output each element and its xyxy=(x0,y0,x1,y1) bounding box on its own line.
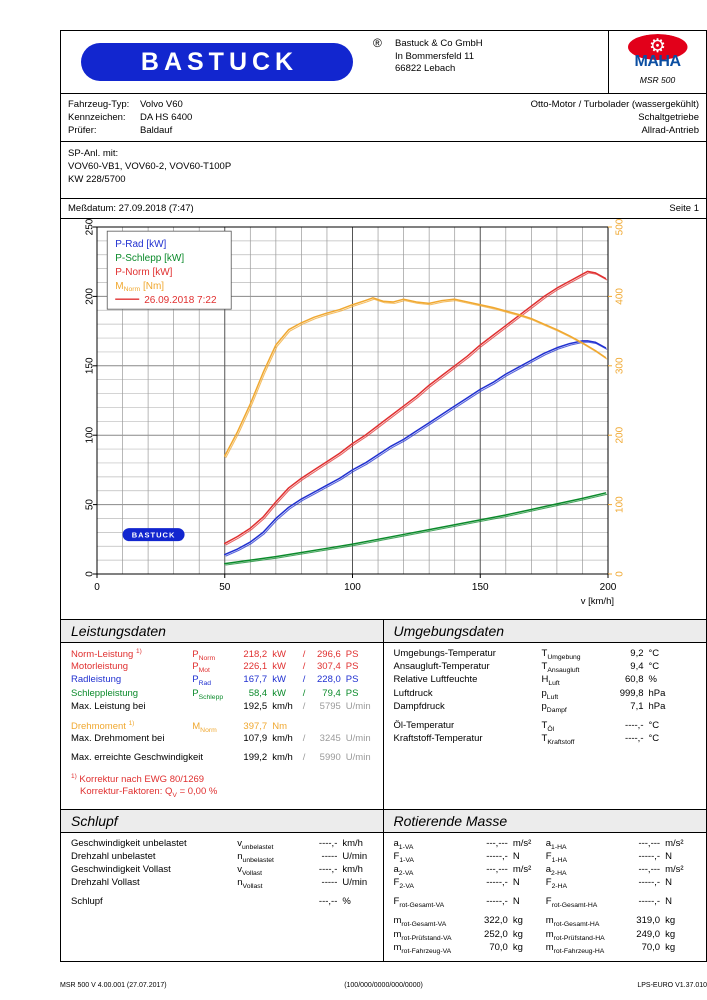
row-value: ----,- xyxy=(625,733,644,745)
axis-label-x: 150 xyxy=(471,582,489,593)
row-unit: % xyxy=(648,674,657,686)
row-symbol: $P_{Norm}$ xyxy=(192,649,216,663)
report-footer xyxy=(60,982,707,989)
watermark-text: BASTUCK xyxy=(131,530,176,540)
row-value: ---,--- xyxy=(638,837,661,849)
row-value-kw: 218,2 xyxy=(243,649,268,661)
axis-label-right: 200 xyxy=(614,426,626,444)
row-value: 7,1 xyxy=(630,700,644,712)
row-label: Drehzahl Vollast xyxy=(71,877,140,889)
report-sheet xyxy=(60,30,707,962)
axis-label-left: 50 xyxy=(84,499,96,511)
row-value: 322,0 xyxy=(484,915,508,927)
row-label: Kraftstoff-Temperatur xyxy=(393,733,483,745)
device-model-label: MSR 500 xyxy=(639,75,676,85)
row-unit: N xyxy=(512,896,520,908)
row-separator: / xyxy=(302,733,306,745)
row-unit-ps: PS xyxy=(345,661,359,673)
row-symbol: $p_{Luft}$ xyxy=(541,687,559,701)
environment-row xyxy=(394,720,699,733)
performance-row-vmax xyxy=(71,752,375,765)
rotating-mass-rear-axle xyxy=(546,838,698,956)
axis-label-x: 100 xyxy=(344,582,361,593)
row-unit: Nm xyxy=(272,721,287,733)
rotating-mass-row xyxy=(546,851,698,864)
data-panels-lower xyxy=(61,810,706,962)
row-symbol: $M_{Norm}$ xyxy=(192,721,217,734)
rotating-mass-row xyxy=(394,929,546,942)
row-symbol: $T_{Ansaugluft}$ xyxy=(541,661,580,675)
legend-label: 26.09.2018 7:22 xyxy=(144,295,217,307)
performance-row xyxy=(71,674,375,687)
series-line xyxy=(225,493,606,564)
row-value-kw: 58,4 xyxy=(248,687,268,699)
row-symbol: $F_{2-VA}$ xyxy=(393,877,414,890)
row-value: 70,0 xyxy=(489,941,508,953)
legend-label: P-Rad [kW] xyxy=(115,239,167,251)
row-symbol: $T_{Kraftstoff}$ xyxy=(541,733,575,747)
axis-label-x: 200 xyxy=(599,582,617,593)
row-unit-ps: PS xyxy=(345,649,359,661)
row-label: Radleistung xyxy=(71,674,122,686)
vehicle-plate-label: Kennzeichen: xyxy=(68,112,126,123)
row-value: 9,4 xyxy=(630,661,644,673)
row-symbol: $F_{2-HA}$ xyxy=(545,877,568,890)
correction-line-2: Korrektur-Faktoren: $Q_V = 0,00$ % xyxy=(80,786,218,800)
row-unit: N xyxy=(665,850,672,862)
row-value: 249,0 xyxy=(636,928,661,940)
registered-mark-slot xyxy=(373,31,395,93)
rotating-mass-row xyxy=(546,929,698,942)
row-value-rpm: 5990 xyxy=(319,752,341,764)
legend-label: $M_{Norm}$ [Nm] xyxy=(115,281,165,294)
environment-panel xyxy=(384,620,707,809)
row-value: 107,9 xyxy=(243,733,268,745)
axis-label-left: 150 xyxy=(84,357,96,375)
row-unit: N xyxy=(512,850,520,862)
environment-row xyxy=(394,688,699,701)
rotating-mass-row xyxy=(546,896,698,909)
slip-row xyxy=(71,877,375,890)
axis-label-x: 0 xyxy=(94,582,100,593)
row-label: Drehzahl unbelastet xyxy=(71,850,156,862)
measurement-date: Meßdatum: 27.09.2018 (7:47) xyxy=(68,203,194,214)
row-value: -----,- xyxy=(486,850,508,862)
slip-title: Schlupf xyxy=(61,810,383,833)
page-number: Seite 1 xyxy=(669,203,699,214)
axis-label-right: 400 xyxy=(614,288,626,305)
row-separator: / xyxy=(302,649,306,661)
company-city: 66822 Lebach xyxy=(395,63,456,74)
row-value-rpm: 3245 xyxy=(319,733,341,745)
equipment-title: SP-Anl. mit: xyxy=(68,148,119,159)
rotating-mass-row xyxy=(394,942,546,955)
row-unit: U/min xyxy=(342,850,368,862)
gearbox-value: Schaltgetriebe xyxy=(638,112,699,123)
row-unit: N xyxy=(665,877,672,889)
row-value: ----,- xyxy=(318,863,338,875)
row-label: Luftdruck xyxy=(393,687,433,699)
environment-title: Umgebungsdaten xyxy=(384,620,707,643)
axis-label-right: 300 xyxy=(614,357,626,375)
vehicle-tester-row xyxy=(68,124,699,137)
row-label: Schleppleistung xyxy=(71,687,139,699)
rotating-mass-row xyxy=(546,864,698,877)
row-value: 252,0 xyxy=(484,928,508,940)
row-symbol: $F_{1-HA}$ xyxy=(545,850,568,864)
row-unit: N xyxy=(512,877,520,889)
rotating-mass-row xyxy=(394,851,546,864)
footer-center: (100/000/0000/000/0000) xyxy=(344,982,423,989)
row-value: -----,- xyxy=(638,896,661,908)
company-address xyxy=(395,31,608,93)
row-value: 199,2 xyxy=(243,752,268,764)
row-unit-rpm: U/min xyxy=(345,752,371,764)
row-unit: km/h xyxy=(272,733,293,745)
row-unit-kw: km/h xyxy=(272,700,293,712)
row-symbol: $F_{rot-Gesamt-HA}$ xyxy=(545,896,598,910)
measurement-row xyxy=(61,199,706,219)
row-value: ----,- xyxy=(318,837,338,849)
correction-line-1: $^{1)}$ Korrektur nach EWG 80/1269 xyxy=(71,772,205,785)
row-value-ps: 228,0 xyxy=(317,674,341,686)
row-label: Geschwindigkeit Vollast xyxy=(71,863,171,875)
maha-logo-text: MAHA xyxy=(634,53,681,70)
maha-logo-icon xyxy=(621,34,695,74)
rotating-mass-row xyxy=(546,838,698,851)
row-value: -----,- xyxy=(638,850,661,862)
dyno-chart-svg xyxy=(61,219,706,618)
gear-icon: ⚙ xyxy=(648,36,667,57)
row-label: Relative Luftfeuchte xyxy=(393,674,478,686)
row-value: -----,- xyxy=(486,877,508,889)
row-value: 319,0 xyxy=(636,915,661,927)
row-unit: °C xyxy=(648,648,660,659)
registered-mark-icon: ® xyxy=(373,36,382,50)
row-unit: kg xyxy=(512,928,523,940)
data-panels-upper xyxy=(61,620,706,810)
axis-label-left: 100 xyxy=(84,426,96,444)
chart-watermark xyxy=(123,528,185,541)
row-separator: / xyxy=(302,674,306,686)
row-symbol: $a_{2-VA}$ xyxy=(393,863,414,877)
row-label: Max. Drehmoment bei xyxy=(71,733,165,745)
row-label: Drehmoment $^{1)}$ xyxy=(71,719,135,733)
performance-body xyxy=(61,643,383,809)
performance-row xyxy=(71,701,375,714)
performance-row xyxy=(71,688,375,701)
correction-note xyxy=(71,766,375,803)
row-unit: °C xyxy=(648,719,660,731)
row-label: Max. erreichte Geschwindigkeit xyxy=(71,752,203,764)
drive-value: Allrad-Antrieb xyxy=(641,125,699,136)
row-symbol: $m_{rot-Prüfstand-HA}$ xyxy=(545,928,605,942)
row-separator: / xyxy=(302,700,306,712)
performance-row xyxy=(71,661,375,674)
row-separator: / xyxy=(302,661,306,673)
row-unit-ps: U/min xyxy=(345,700,371,712)
slip-row xyxy=(71,864,375,877)
company-name: Bastuck & Co GmbH xyxy=(395,38,483,49)
row-label: Norm-Leistung $^{1)}$ xyxy=(71,648,142,661)
row-unit: °C xyxy=(648,661,660,673)
environment-row xyxy=(394,661,699,674)
row-value-ps: 5795 xyxy=(319,700,341,712)
row-unit: kg xyxy=(512,915,523,927)
row-unit: % xyxy=(342,896,351,908)
equipment-parts: VOV60-VB1, VOV60-2, VOV60-T100P xyxy=(68,161,232,172)
row-label: Ansaugluft-Temperatur xyxy=(393,661,490,673)
slip-body xyxy=(61,833,383,916)
company-street: In Bommersfeld 11 xyxy=(395,50,475,62)
vehicle-plate-value: DA HS 6400 xyxy=(140,112,193,123)
equipment-power: KW 228/5700 xyxy=(68,174,126,185)
row-unit: U/min xyxy=(342,877,368,889)
row-symbol: $H_{Luft}$ xyxy=(541,674,560,688)
row-unit: m/s² xyxy=(512,863,532,875)
row-value-kw: 167,7 xyxy=(243,674,268,686)
rotating-mass-row xyxy=(546,877,698,890)
row-unit-ps: PS xyxy=(345,674,359,686)
row-symbol: $n_{Vollast}$ xyxy=(237,877,263,890)
tester-value: Baldauf xyxy=(140,125,173,136)
axis-label-right: 0 xyxy=(614,571,626,577)
row-value: ---,--- xyxy=(486,837,508,849)
row-symbol: $P_{Mot}$ xyxy=(192,661,210,675)
axis-label-left: 200 xyxy=(84,288,96,305)
row-value: 9,2 xyxy=(630,648,644,659)
row-symbol: $m_{rot-Gesamt-HA}$ xyxy=(545,915,600,929)
row-value-kw: 226,1 xyxy=(243,661,268,673)
row-unit: km/h xyxy=(272,752,293,764)
rotating-mass-row xyxy=(394,915,546,928)
axis-label-left: 250 xyxy=(84,219,96,236)
row-value: -----,- xyxy=(486,896,508,908)
row-unit: m/s² xyxy=(512,837,532,849)
row-separator: / xyxy=(302,687,306,699)
slip-row xyxy=(71,838,375,851)
row-unit-rpm: U/min xyxy=(345,733,371,745)
vehicle-type-label: Fahrzeug-Typ: xyxy=(68,99,130,110)
row-symbol: $F_{1-VA}$ xyxy=(393,850,414,864)
row-unit: °C xyxy=(648,733,660,745)
row-value: ---,--- xyxy=(486,863,508,875)
row-unit-ps: PS xyxy=(345,687,359,699)
row-unit-kw: kW xyxy=(272,649,286,661)
row-symbol: $v_{unbelastet}$ xyxy=(237,837,274,851)
row-unit: hPa xyxy=(648,700,666,712)
row-symbol: $a_{2-HA}$ xyxy=(545,863,567,877)
row-value: ----,- xyxy=(625,719,644,731)
environment-row xyxy=(394,733,699,746)
maha-branding xyxy=(608,31,706,93)
environment-row xyxy=(394,674,699,687)
rotating-mass-columns xyxy=(394,838,699,956)
vehicle-type-value: Volvo V60 xyxy=(140,99,183,110)
row-separator: / xyxy=(302,752,306,764)
row-value: 60,8 xyxy=(625,674,644,686)
row-label: Öl-Temperatur xyxy=(393,719,455,731)
row-unit: kg xyxy=(665,915,676,927)
row-label: Motorleistung xyxy=(71,661,129,673)
engine-value: Otto-Motor / Turbolader (wassergekühlt) xyxy=(530,99,699,110)
row-unit: m/s² xyxy=(665,863,684,875)
rotating-mass-row xyxy=(546,942,698,955)
row-symbol: $m_{rot-Fahrzeug-HA}$ xyxy=(545,941,605,955)
vehicle-plate-row xyxy=(68,111,699,124)
row-symbol: $n_{unbelastet}$ xyxy=(237,850,274,864)
row-value-kw: 192,5 xyxy=(243,700,268,712)
row-symbol: $m_{rot-Fahrzeug-VA}$ xyxy=(393,941,452,955)
row-unit: N xyxy=(665,896,672,908)
bastuck-logo xyxy=(61,31,373,93)
axis-label-right: 500 xyxy=(614,219,626,236)
row-unit: km/h xyxy=(342,863,363,875)
legend-label: P-Schlepp [kW] xyxy=(115,253,185,265)
row-value: ----- xyxy=(321,877,338,889)
row-value: ---,--- xyxy=(638,863,661,875)
row-unit: kg xyxy=(512,941,523,953)
row-value-ps: 307,4 xyxy=(317,661,341,673)
rotating-mass-row xyxy=(394,896,546,909)
row-symbol: $a_{1-VA}$ xyxy=(393,837,414,851)
row-symbol: $a_{1-HA}$ xyxy=(545,837,567,851)
report-header xyxy=(61,31,706,94)
row-value-ps: 296,6 xyxy=(317,649,341,661)
slip-row xyxy=(71,851,375,864)
row-symbol: $m_{rot-Gesamt-VA}$ xyxy=(393,915,447,929)
legend-label: P-Norm [kW] xyxy=(115,267,173,279)
row-unit: km/h xyxy=(342,837,363,849)
environment-body xyxy=(384,643,707,752)
performance-row xyxy=(71,648,375,661)
row-symbol: $T_{Öl}$ xyxy=(541,719,555,733)
row-label: Schlupf xyxy=(71,896,103,908)
series-line xyxy=(225,341,606,555)
row-unit-kw: kW xyxy=(272,674,286,686)
row-unit: kg xyxy=(665,928,676,940)
row-unit: hPa xyxy=(648,687,666,699)
rotating-mass-row xyxy=(546,915,698,928)
vehicle-info xyxy=(61,94,706,142)
row-symbol: $v_{Vollast}$ xyxy=(237,863,263,877)
row-value: 999,8 xyxy=(619,687,644,699)
footer-left: MSR 500 V 4.00.001 (27.07.2017) xyxy=(60,982,167,989)
rotating-mass-row xyxy=(394,877,546,890)
axis-label-x: 50 xyxy=(219,582,231,593)
row-value: 397,7 xyxy=(243,721,268,733)
slip-panel xyxy=(61,810,384,962)
rotating-mass-row xyxy=(394,838,546,851)
row-value: 70,0 xyxy=(641,941,661,953)
row-value: ----- xyxy=(321,850,338,862)
row-label: Dampfdruck xyxy=(393,700,445,712)
rotating-mass-panel xyxy=(384,810,707,962)
dyno-chart xyxy=(61,219,706,620)
footer-right: LPS-EURO V1.37.010 xyxy=(637,982,707,989)
slip-row xyxy=(71,896,375,909)
performance-title: Leistungsdaten xyxy=(61,620,383,643)
performance-row xyxy=(71,733,375,746)
row-unit-kw: kW xyxy=(272,687,286,699)
row-symbol: $P_{Rad}$ xyxy=(192,674,212,688)
row-symbol: $p_{Dampf}$ xyxy=(541,700,567,714)
tester-label: Prüfer: xyxy=(68,125,97,136)
row-unit: kg xyxy=(665,941,676,953)
row-unit-kw: kW xyxy=(272,661,286,673)
bastuck-logo-text: BASTUCK xyxy=(140,47,299,76)
performance-panel xyxy=(61,620,384,809)
environment-row xyxy=(394,648,699,661)
row-symbol: $T_{Umgebung}$ xyxy=(541,648,581,661)
axis-label-right: 100 xyxy=(614,496,626,513)
environment-row xyxy=(394,701,699,714)
row-label: Geschwindigkeit unbelastet xyxy=(71,837,187,849)
row-symbol: $F_{rot-Gesamt-VA}$ xyxy=(393,896,445,910)
performance-row xyxy=(71,720,375,733)
equipment-info xyxy=(61,142,706,199)
rotating-mass-front-axle xyxy=(394,838,546,956)
bastuck-logo-pill xyxy=(81,43,353,81)
row-value: ---,-- xyxy=(318,896,338,908)
row-label: Umgebungs-Temperatur xyxy=(393,648,496,659)
row-symbol: $P_{Schlepp}$ xyxy=(192,687,224,701)
series-line-second-run xyxy=(226,273,607,545)
row-symbol: $m_{rot-Prüfstand-VA}$ xyxy=(393,928,452,942)
row-label: Max. Leistung bei xyxy=(71,700,146,712)
row-value-ps: 79,4 xyxy=(322,687,341,699)
rotating-mass-body xyxy=(384,833,707,962)
vehicle-type-row xyxy=(68,98,699,111)
axis-title-x: v [km/h] xyxy=(580,596,614,607)
rotating-mass-title: Rotierende Masse xyxy=(384,810,707,833)
row-unit: m/s² xyxy=(665,837,684,849)
rotating-mass-row xyxy=(394,864,546,877)
row-value: -----,- xyxy=(638,877,661,889)
axis-label-left: 0 xyxy=(84,571,96,577)
